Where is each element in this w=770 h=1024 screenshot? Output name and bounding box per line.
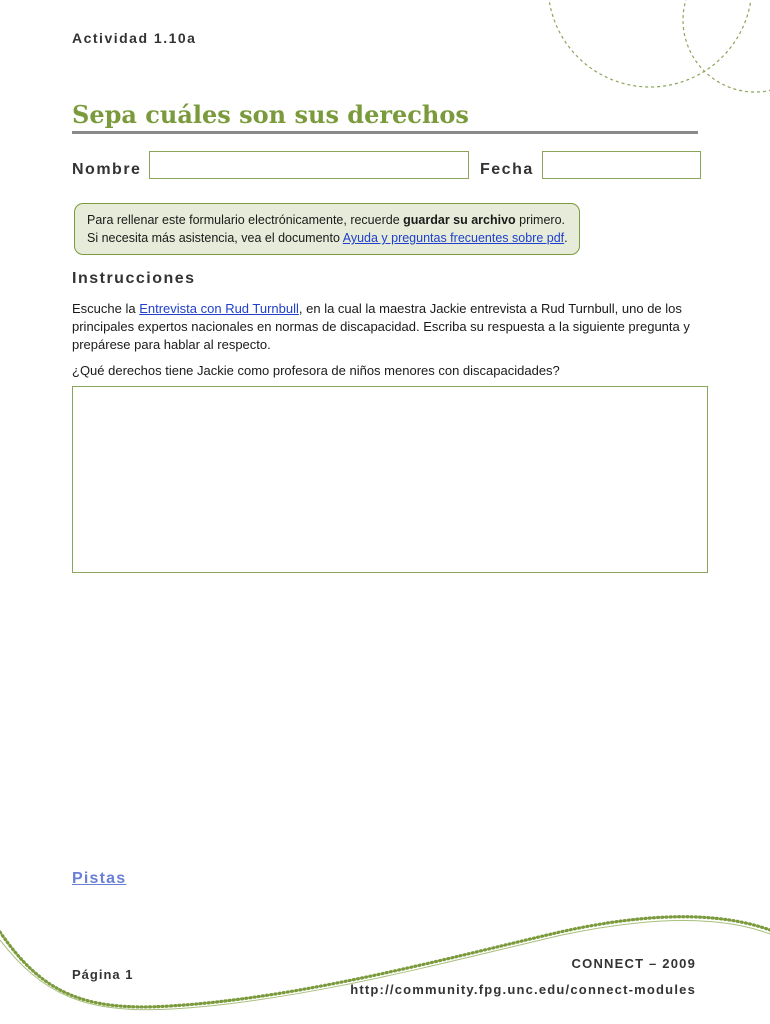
title-divider [72, 131, 698, 134]
notice-emphasis: guardar su archivo [403, 213, 516, 227]
name-field[interactable] [149, 151, 469, 179]
pistas-link[interactable]: Pistas [72, 870, 127, 887]
instructions-text-start: Escuche la [72, 301, 140, 316]
activity-label: Actividad 1.10a [72, 30, 197, 46]
decorative-circle-small [683, 0, 770, 92]
footer-connect: CONNECT – 2009 [571, 956, 696, 971]
footer-url: http://community.fpg.unc.edu/connect-modules [350, 982, 696, 997]
question-text: ¿Qué derechos tiene Jackie como profesora de niños menores con discapacidades? [72, 363, 560, 378]
notice-help-text: Si necesita más asistencia, vea el documento [87, 231, 343, 245]
notice-text: Para rellenar este formulario electrónicamente, recuerde [87, 213, 404, 227]
notice-line-2 [87, 229, 567, 247]
instructions-text [72, 300, 702, 354]
page-title: Sepa cuáles son sus derechos [72, 100, 469, 129]
help-faq-link[interactable]: Ayuda y preguntas frecuentes sobre pdf [342, 231, 565, 245]
notice-box [74, 203, 580, 255]
date-field[interactable] [542, 151, 701, 179]
instructions-text-end: , en la cual la maestra Jackie entrevista a Rud Turnbull, uno de los principales expertos nacionales en normas de discapacidad. Escriba su respuesta a la siguiente pregunta y prepárese para hablar al respecto. [72, 301, 690, 352]
instructions-heading: Instrucciones [72, 270, 196, 287]
notice-help-end: . [564, 231, 568, 245]
notice-line-1 [87, 211, 567, 229]
answer-textarea[interactable] [72, 386, 708, 573]
notice-text-end: primero. [515, 213, 566, 227]
footer-page-number: Página 1 [72, 967, 134, 982]
decorative-circle-large [548, 0, 752, 87]
date-label: Fecha [480, 161, 534, 178]
interview-link[interactable]: Entrevista con Rud Turnbull [139, 301, 299, 316]
name-label: Nombre [72, 161, 142, 178]
